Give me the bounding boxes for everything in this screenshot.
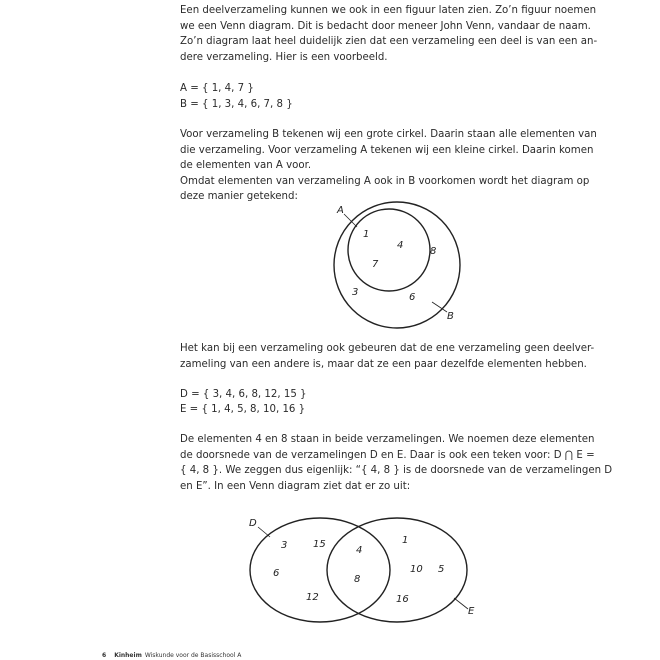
element-1: 1 xyxy=(363,229,370,240)
element-6: 6 xyxy=(409,292,416,303)
book-title: Wiskunde voor de Basisschool A xyxy=(144,652,242,659)
text-line: Een deelverzameling kunnen we ook in een figuur laten zien. Zo’n figuur noemen xyxy=(180,5,597,16)
text-line: deze manier getekend: xyxy=(180,191,298,203)
element-3: 3 xyxy=(352,287,359,298)
element-8: 8 xyxy=(430,246,437,257)
text-line: De elementen 4 en 8 staan in beide verzamelingen. We noemen deze elementen xyxy=(180,434,595,445)
text-line: zameling van een andere is, maar dat ze een paar dezelfde elementen hebben. xyxy=(180,358,587,370)
set-e-circle xyxy=(327,518,467,622)
text-line: de elementen van A voor. xyxy=(180,160,312,172)
element-16: 16 xyxy=(396,594,409,605)
set-a-definition: A = { 1, 4, 7 } xyxy=(180,83,254,94)
element-3: 3 xyxy=(281,540,288,551)
element-8: 8 xyxy=(354,574,361,585)
text-line: Het kan bij een verzameling ook gebeuren dat de ene verzameling geen deelver- xyxy=(180,343,595,354)
set-b-label: B xyxy=(447,311,454,322)
element-7: 7 xyxy=(372,259,379,270)
set-d-circle xyxy=(250,518,390,622)
text-line: Voor verzameling B tekenen wij een grote cirkel. Daarin staan alle elementen van xyxy=(180,129,597,140)
text-line: en E”. In een Venn diagram ziet dat er zo uit: xyxy=(180,480,411,492)
text-line: dere verzameling. Hier is een voorbeeld. xyxy=(180,51,388,63)
set-d-pointer xyxy=(258,527,270,537)
page-number: 6 xyxy=(102,652,107,659)
set-e-pointer xyxy=(454,598,468,609)
set-b-definition: B = { 1, 3, 4, 6, 7, 8 } xyxy=(180,99,293,110)
text-line: Zo’n diagram laat heel duidelijk zien dat een verzameling een deel is van een an- xyxy=(180,36,598,48)
text-line: Omdat elementen van verzameling A ook in B voorkomen wordt het diagram op xyxy=(180,175,590,187)
element-10: 10 xyxy=(410,564,423,575)
element-4: 4 xyxy=(356,545,363,556)
text-line: de doorsnede van de verzamelingen D en E. Daar is ook een teken voor: D ⋂ E = xyxy=(180,449,595,461)
set-d-label: D xyxy=(249,518,257,529)
set-d-definition: D = { 3, 4, 6, 8, 12, 15 } xyxy=(180,389,307,400)
set-a-label: A xyxy=(337,205,344,216)
publisher-name: Kinheim xyxy=(114,652,142,659)
element-1: 1 xyxy=(402,535,409,546)
text-line: die verzameling. Voor verzameling A tekenen wij een kleine cirkel. Daarin komen xyxy=(180,144,594,156)
text-line: { 4, 8 }. We zeggen dus eigenlijk: “{ 4, 8 } is de doorsnede van de verzamelingen D xyxy=(180,465,613,477)
page-footer xyxy=(102,652,241,660)
set-e-label: E xyxy=(468,606,475,617)
element-4: 4 xyxy=(397,240,404,251)
element-12: 12 xyxy=(306,592,319,603)
element-6: 6 xyxy=(273,568,280,579)
set-e-definition: E = { 1, 4, 5, 8, 10, 16 } xyxy=(180,404,306,415)
text-line: we een Venn diagram. Dit is bedacht door meneer John Venn, vandaar de naam. xyxy=(180,20,591,32)
element-5: 5 xyxy=(438,564,445,575)
element-15: 15 xyxy=(313,539,326,550)
